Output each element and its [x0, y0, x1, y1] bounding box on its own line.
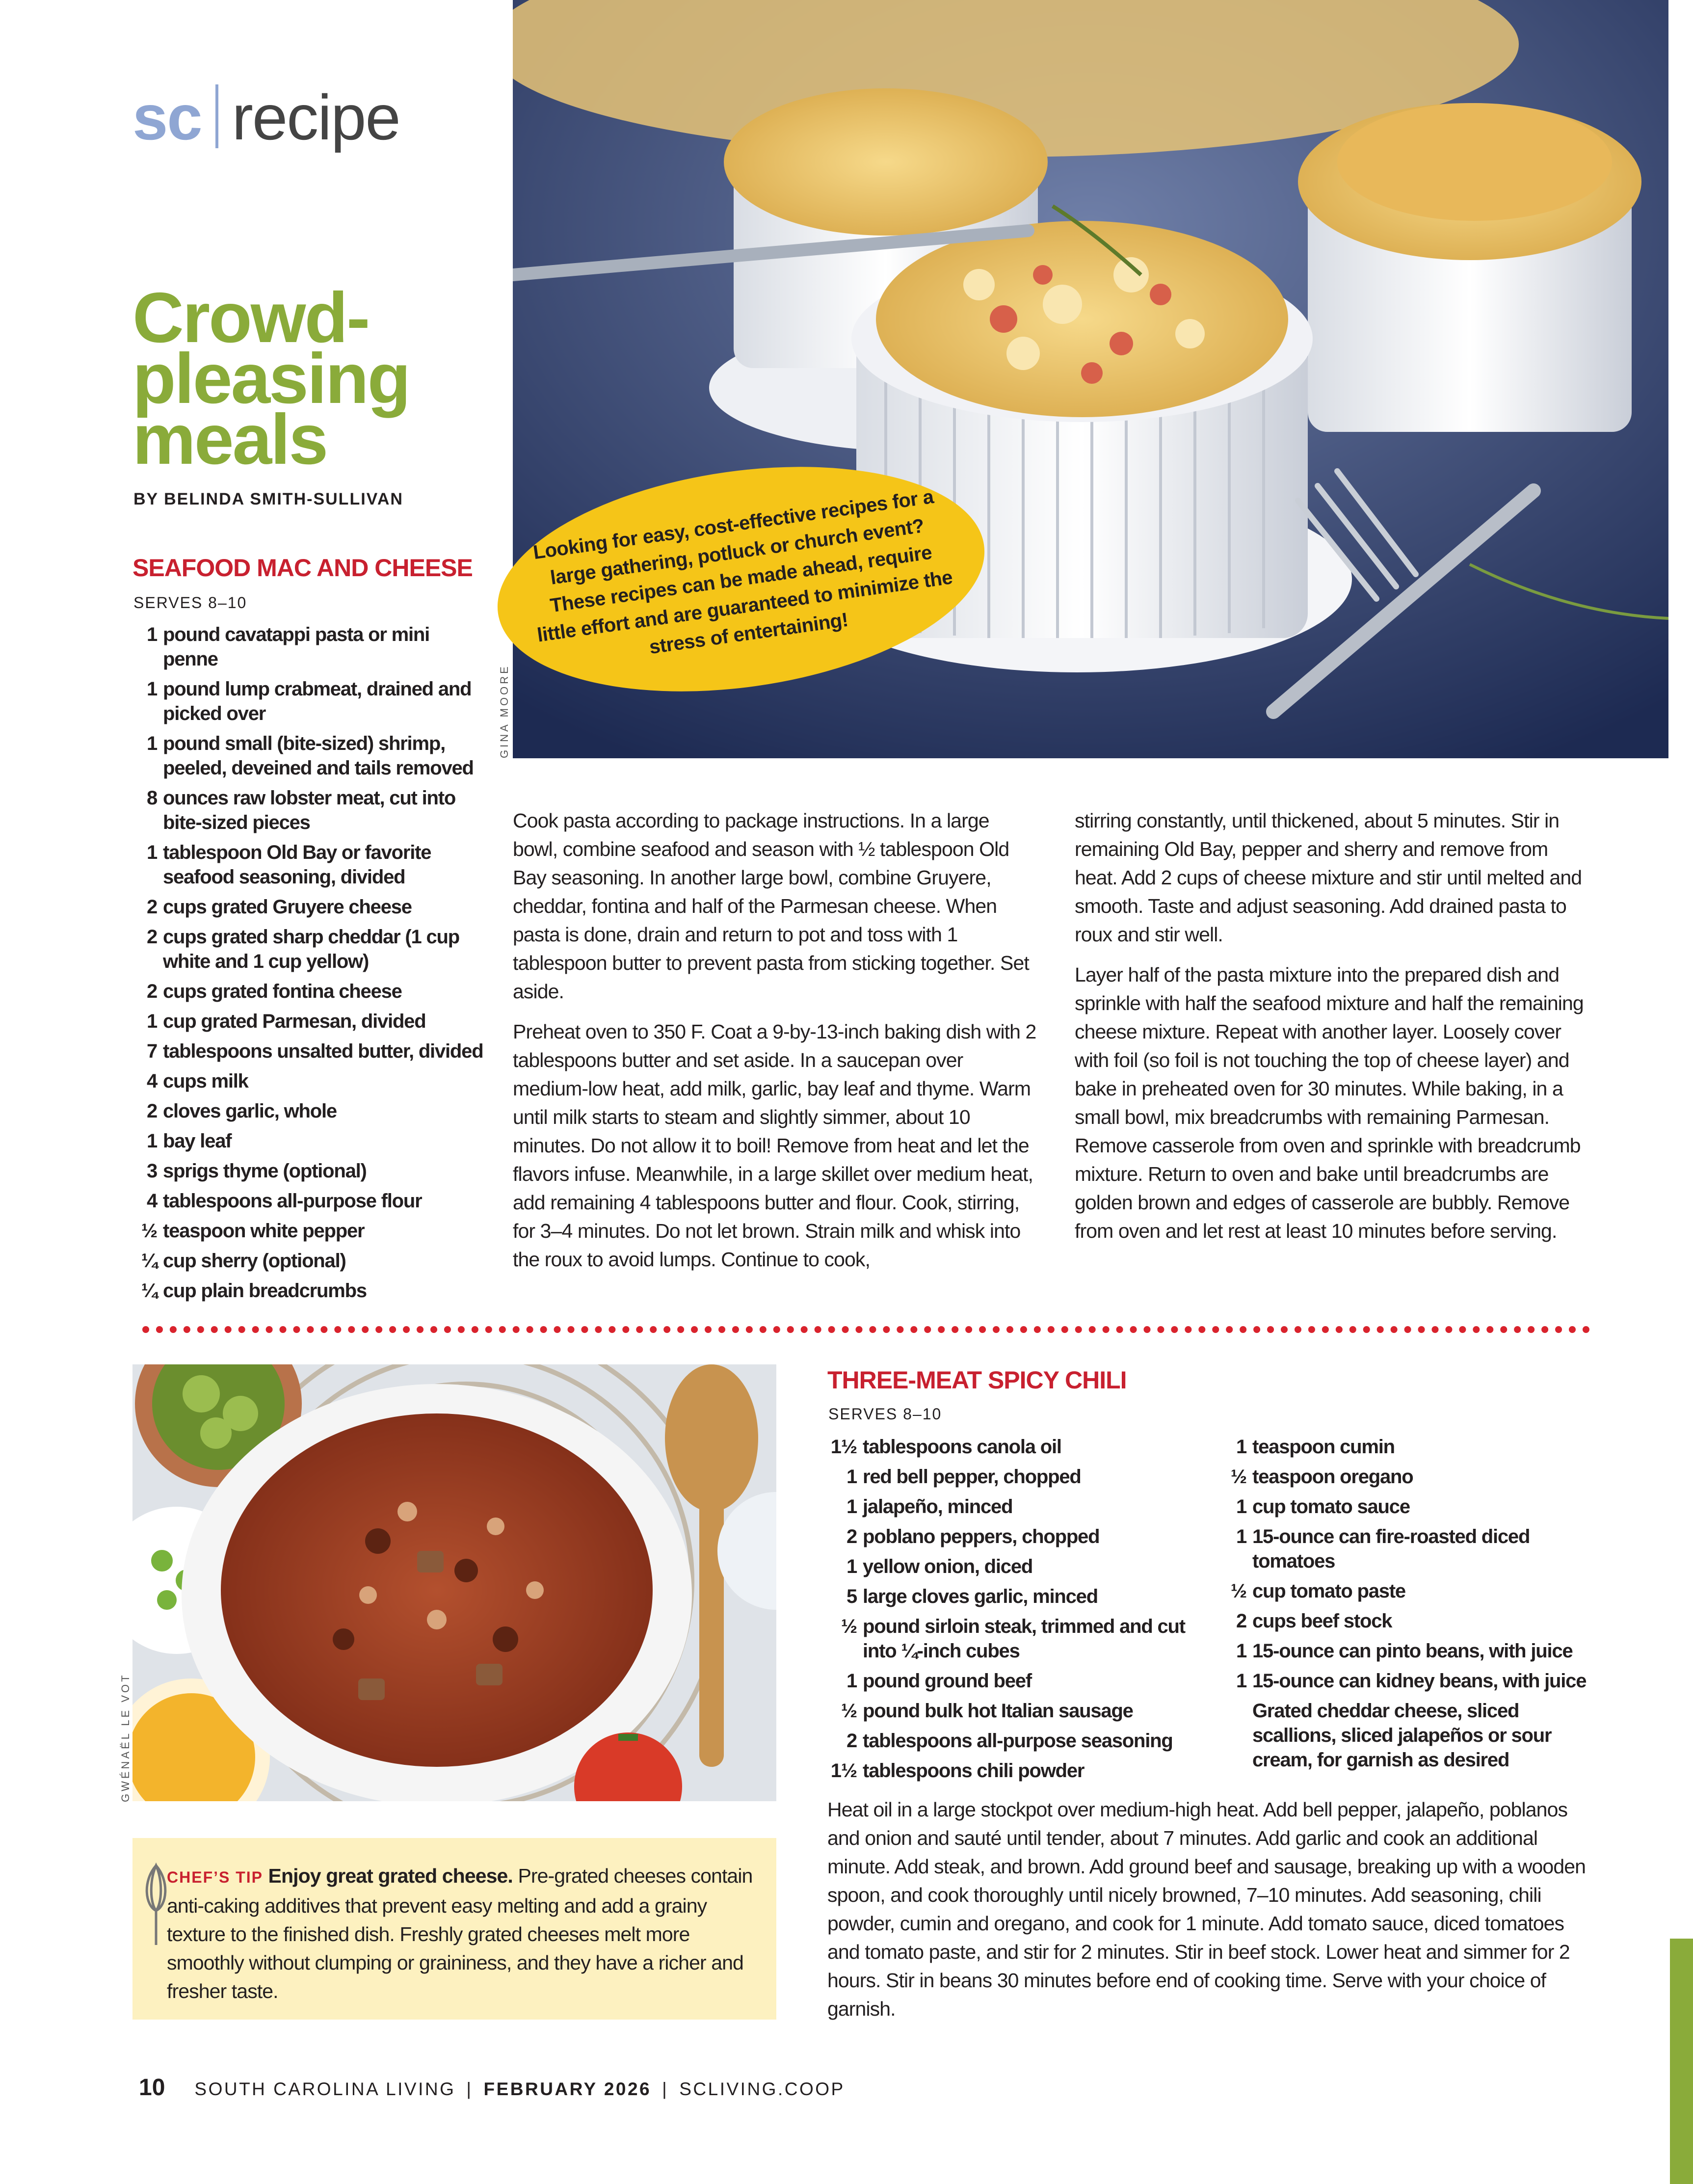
ingredient-quantity: 1½	[830, 1436, 857, 1458]
page-footer	[139, 2074, 845, 2101]
ingredient-text: cup sherry (optional)	[163, 1250, 346, 1272]
recipe-title-chili: THREE-MEAT SPICY CHILI	[827, 1366, 1127, 1394]
serves-seafood: SERVES 8–10	[133, 594, 247, 612]
ingredient-text: pound lump crabmeat, drained and picked over	[163, 678, 472, 724]
section-abbr: sc	[132, 81, 202, 153]
ingredient-item	[822, 1524, 1190, 1549]
ingredient-quantity: 8	[146, 787, 157, 809]
recipe-title-seafood: SEAFOOD MAC AND CHEESE	[132, 554, 473, 582]
ingredient-item	[132, 1159, 486, 1183]
ingredient-quantity: 1	[146, 842, 157, 863]
directions-seafood-col2	[1075, 806, 1595, 1257]
ingredient-quantity: 1	[1236, 1670, 1246, 1692]
direction-paragraph: stirring constantly, until thickened, about 5 minutes. Stir in remaining Old Bay, pepper and sherry and remove from heat. Add 2 cups of cheese mixture and stir until melted and smooth. Taste and adjust seasoning. Add drained pasta to roux and stir well.	[1075, 809, 1582, 946]
website-link[interactable]: SCLIVING.COOP	[679, 2079, 845, 2099]
ingredient-text: tablespoons all-purpose flour	[163, 1190, 422, 1212]
ingredient-item	[132, 677, 486, 726]
ingredient-item	[132, 1189, 486, 1213]
issue-date: FEBRUARY 2026	[483, 2079, 652, 2099]
ingredient-quantity: 4	[146, 1190, 157, 1212]
ingredient-item	[132, 1219, 486, 1243]
ingredient-item	[132, 1039, 486, 1064]
ingredient-item	[132, 895, 486, 919]
ingredient-quantity: 2	[1236, 1610, 1246, 1632]
ingredient-item	[822, 1758, 1190, 1783]
ingredient-quantity: ½	[1230, 1466, 1246, 1488]
ingredient-item	[822, 1729, 1190, 1753]
ingredient-item	[822, 1494, 1190, 1519]
ingredient-quantity: 1	[1236, 1436, 1246, 1458]
ingredient-item	[132, 731, 486, 780]
whisk-icon	[141, 1862, 171, 1950]
ingredient-quantity: ¼	[141, 1280, 157, 1302]
ingredient-item	[822, 1554, 1190, 1579]
ingredient-text: pound sirloin steak, trimmed and cut into ¼-inch cubes	[863, 1616, 1185, 1662]
footer-separator: |	[466, 2079, 473, 2099]
ingredient-text: pound small (bite-sized) shrimp, peeled, deveined and tails removed	[163, 733, 474, 779]
ingredient-text: tablespoon Old Bay or favorite seafood seasoning, divided	[163, 842, 431, 888]
ingredient-text: cup tomato paste	[1252, 1580, 1405, 1602]
chefs-tip-text	[167, 1862, 761, 2005]
photo-credit-chili: GWÉNAËL LE VOT	[119, 1673, 132, 1802]
section-divider	[215, 84, 218, 148]
ingredient-item	[132, 1009, 486, 1034]
ingredient-text: cup plain breadcrumbs	[163, 1280, 367, 1302]
ingredient-item	[132, 925, 486, 974]
ingredient-quantity: 2	[146, 1100, 157, 1122]
ingredient-quantity	[1217, 1699, 1252, 1772]
ingredient-item	[822, 1669, 1190, 1693]
ingredient-item	[822, 1435, 1190, 1459]
ingredient-item	[1217, 1639, 1595, 1663]
ingredient-quantity: 1	[1236, 1640, 1246, 1662]
serves-chili: SERVES 8–10	[828, 1405, 942, 1423]
ingredient-quantity: 1	[146, 733, 157, 754]
ingredient-item	[132, 1069, 486, 1093]
ingredient-item	[132, 1249, 486, 1273]
ingredient-text: pound cavatappi pasta or mini penne	[163, 624, 430, 670]
ingredient-quantity: 1	[846, 1466, 857, 1488]
ingredient-quantity: 1	[146, 678, 157, 700]
directions-chili	[827, 1795, 1598, 2035]
directions-seafood-col1	[513, 806, 1038, 1285]
ingredient-quantity: 1	[146, 1011, 157, 1032]
ingredient-item	[1217, 1579, 1595, 1603]
ingredient-text: cup grated Parmesan, divided	[163, 1011, 426, 1032]
section-word: recipe	[232, 81, 400, 153]
ingredient-list-seafood	[132, 622, 486, 1308]
ingredient-text: cups milk	[163, 1070, 248, 1092]
ingredient-text: 15-ounce can fire-roasted diced tomatoes	[1252, 1526, 1530, 1572]
footer-separator: |	[662, 2079, 669, 2099]
ingredient-quantity: 1	[846, 1496, 857, 1518]
ingredient-item	[132, 840, 486, 889]
ingredient-item	[822, 1584, 1190, 1609]
ingredient-item	[132, 979, 486, 1004]
ingredient-quantity: 1½	[830, 1760, 857, 1782]
ingredient-text: bay leaf	[163, 1130, 232, 1152]
ingredient-quantity: 2	[146, 981, 157, 1002]
ingredient-item	[132, 1129, 486, 1153]
chili-photo	[132, 1364, 776, 1801]
ingredient-quantity: 4	[146, 1070, 157, 1092]
ingredient-quantity: ½	[841, 1616, 857, 1637]
ingredient-text: ounces raw lobster meat, cut into bite-sized pieces	[163, 787, 456, 833]
direction-paragraph: Heat oil in a large stockpot over medium-high heat. Add bell pepper, jalapeño, poblanos and onion and sauté until tender, about 7 minutes. Add garlic and cook an additional minute. Add steak, and brown. Add ground beef and sausage, breaking up with a wooden spoon, and cook thoroughly until nicely browned, 7–10 minutes. Add seasoning, chili powder, cumin and oregano, and cook for 1 minute. Add tomato sauce, diced tomatoes and tomato paste, and stir for 2 minutes. Stir in beef stock. Lower heat and simmer for 2 hours. Stir in beans 30 minutes before end of cooking time. Serve with your choice of garnish.	[827, 1798, 1586, 2020]
ingredient-text: red bell pepper, chopped	[863, 1466, 1081, 1488]
ingredient-text: 15-ounce can kidney beans, with juice	[1252, 1670, 1587, 1692]
ingredient-quantity: ½	[841, 1700, 857, 1722]
ingredient-text: tablespoons chili powder	[863, 1760, 1085, 1782]
chefs-tip-body: Pre-grated cheeses contain anti-caking additives that prevent easy melting and add a grainy texture to the finished dish. Freshly grated cheeses melt more smoothly without clumping or graininess, and they have a richer and fresher taste.	[167, 1864, 753, 2002]
ingredient-text: 15-ounce can pinto beans, with juice	[1252, 1640, 1573, 1662]
ingredient-quantity: 1	[846, 1670, 857, 1692]
ingredient-item	[132, 622, 486, 671]
ingredient-item	[1217, 1435, 1595, 1459]
ingredient-item	[1217, 1494, 1595, 1519]
ingredient-list-chili-col2	[1217, 1435, 1595, 1778]
ingredient-item	[822, 1699, 1190, 1723]
ingredient-quantity: 1	[1236, 1496, 1246, 1518]
ingredient-quantity: 2	[846, 1730, 857, 1752]
ingredient-text: pound ground beef	[863, 1670, 1032, 1692]
ingredient-text: Grated cheddar cheese, sliced scallions, sliced jalapeños or sour cream, for garnish as desired	[1252, 1700, 1552, 1771]
ingredient-text: cups grated Gruyere cheese	[163, 896, 412, 918]
ingredient-text: cloves garlic, whole	[163, 1100, 337, 1122]
ingredient-item	[1217, 1669, 1595, 1693]
ingredient-text: cups grated fontina cheese	[163, 981, 402, 1002]
ingredient-list-chili-col1	[822, 1435, 1190, 1788]
ingredient-text: jalapeño, minced	[863, 1496, 1013, 1518]
ingredient-quantity: 2	[146, 926, 157, 948]
ingredient-text: teaspoon oregano	[1252, 1466, 1413, 1488]
page-title: Crowd-pleasing meals	[132, 278, 410, 479]
ingredient-item	[1217, 1524, 1595, 1573]
ingredient-item	[1217, 1465, 1595, 1489]
ingredient-item	[132, 1099, 486, 1123]
ingredient-quantity: 5	[846, 1586, 857, 1607]
ingredient-text: poblano peppers, chopped	[863, 1526, 1100, 1547]
ingredient-quantity: 1	[146, 1130, 157, 1152]
ingredient-item	[132, 1278, 486, 1303]
ingredient-text: tablespoons unsalted butter, divided	[163, 1040, 483, 1062]
ingredient-text: teaspoon white pepper	[163, 1220, 365, 1242]
ingredient-item	[1217, 1699, 1595, 1772]
magazine-name: SOUTH CAROLINA LIVING	[194, 2079, 456, 2099]
ingredient-quantity: 1	[1236, 1526, 1246, 1547]
ingredient-text: cups beef stock	[1252, 1610, 1392, 1632]
chefs-tip-label: CHEF’S TIP	[167, 1868, 264, 1886]
ingredient-item	[822, 1465, 1190, 1489]
ingredient-text: cup tomato sauce	[1252, 1496, 1410, 1518]
ingredient-text: teaspoon cumin	[1252, 1436, 1395, 1458]
direction-paragraph: Preheat oven to 350 F. Coat a 9-by-13-inch baking dish with 2 tablespoons butter and set aside. In a saucepan over medium-low heat, add milk, garlic, bay leaf and thyme. Warm until milk starts to steam and slightly simmer, about 10 minutes. Do not allow it to boil! Remove from heat and let the flavors infuse. Meanwhile, in a large skillet over medium heat, add remaining 4 tablespoons butter and flour. Cook, stirring, for 3–4 minutes. Do not let brown. Strain milk and whisk into the roux to avoid lumps. Continue to cook,	[513, 1020, 1036, 1271]
ingredient-text: tablespoons canola oil	[863, 1436, 1061, 1458]
section-divider-dotted	[142, 1326, 1590, 1333]
byline: BY BELINDA SMITH-SULLIVAN	[133, 490, 403, 508]
ingredient-quantity: 1	[146, 624, 157, 645]
ingredient-quantity: 7	[146, 1040, 157, 1062]
side-color-tab	[1670, 1939, 1693, 2184]
intro-callout-text: Looking for easy, cost-effective recipes for a large gathering, potluck or church event? These recipes can be made ahead, require little effort and are guaranteed to minimize the stress of entertaining!	[531, 486, 954, 659]
ingredient-quantity: 2	[146, 896, 157, 918]
direction-paragraph: Cook pasta according to package instructions. In a large bowl, combine seafood and season with ½ tablespoon Old Bay seasoning. In another large bowl, combine Gruyere, cheddar, fontina and half of the Parmesan cheese. When pasta is done, drain and return to pot and toss with 1 tablespoon butter to prevent pasta from sticking together. Set aside.	[513, 809, 1029, 1003]
section-label	[132, 81, 400, 153]
ingredient-text: large cloves garlic, minced	[863, 1586, 1098, 1607]
ingredient-text: yellow onion, diced	[863, 1556, 1033, 1577]
ingredient-text: pound bulk hot Italian sausage	[863, 1700, 1133, 1722]
ingredient-item	[132, 786, 486, 835]
ingredient-quantity: ¼	[141, 1250, 157, 1272]
ingredient-text: tablespoons all-purpose seasoning	[863, 1730, 1173, 1752]
ingredient-text: cups grated sharp cheddar (1 cup white and 1 cup yellow)	[163, 926, 459, 972]
ingredient-quantity: 3	[146, 1160, 157, 1182]
ingredient-quantity: 1	[846, 1556, 857, 1577]
direction-paragraph: Layer half of the pasta mixture into the prepared dish and sprinkle with half the seafood mixture and half the remaining cheese mixture. Repeat with another layer. Loosely cover with foil (so foil is not touching the top of cheese layer) and bake in preheated oven for 30 minutes. While baking, in a small bowl, mix breadcrumbs with remaining Parmesan. Remove casserole from oven and sprinkle with breadcrumb mixture. Return to oven and bake until breadcrumbs are golden brown and edges of casserole are bubbly. Remove from oven and let rest at least 10 minutes before serving.	[1075, 963, 1584, 1242]
ingredient-quantity: 2	[846, 1526, 857, 1547]
page-number: 10	[139, 2075, 165, 2101]
chefs-tip-box	[132, 1838, 776, 2020]
ingredient-item	[1217, 1609, 1595, 1633]
photo-credit-mac: GINA MOORE	[498, 664, 510, 758]
ingredient-text: sprigs thyme (optional)	[163, 1160, 367, 1182]
ingredient-quantity: ½	[141, 1220, 157, 1242]
chefs-tip-lead: Enjoy great grated cheese.	[268, 1864, 513, 1887]
ingredient-item	[822, 1614, 1190, 1663]
ingredient-quantity: ½	[1230, 1580, 1246, 1602]
